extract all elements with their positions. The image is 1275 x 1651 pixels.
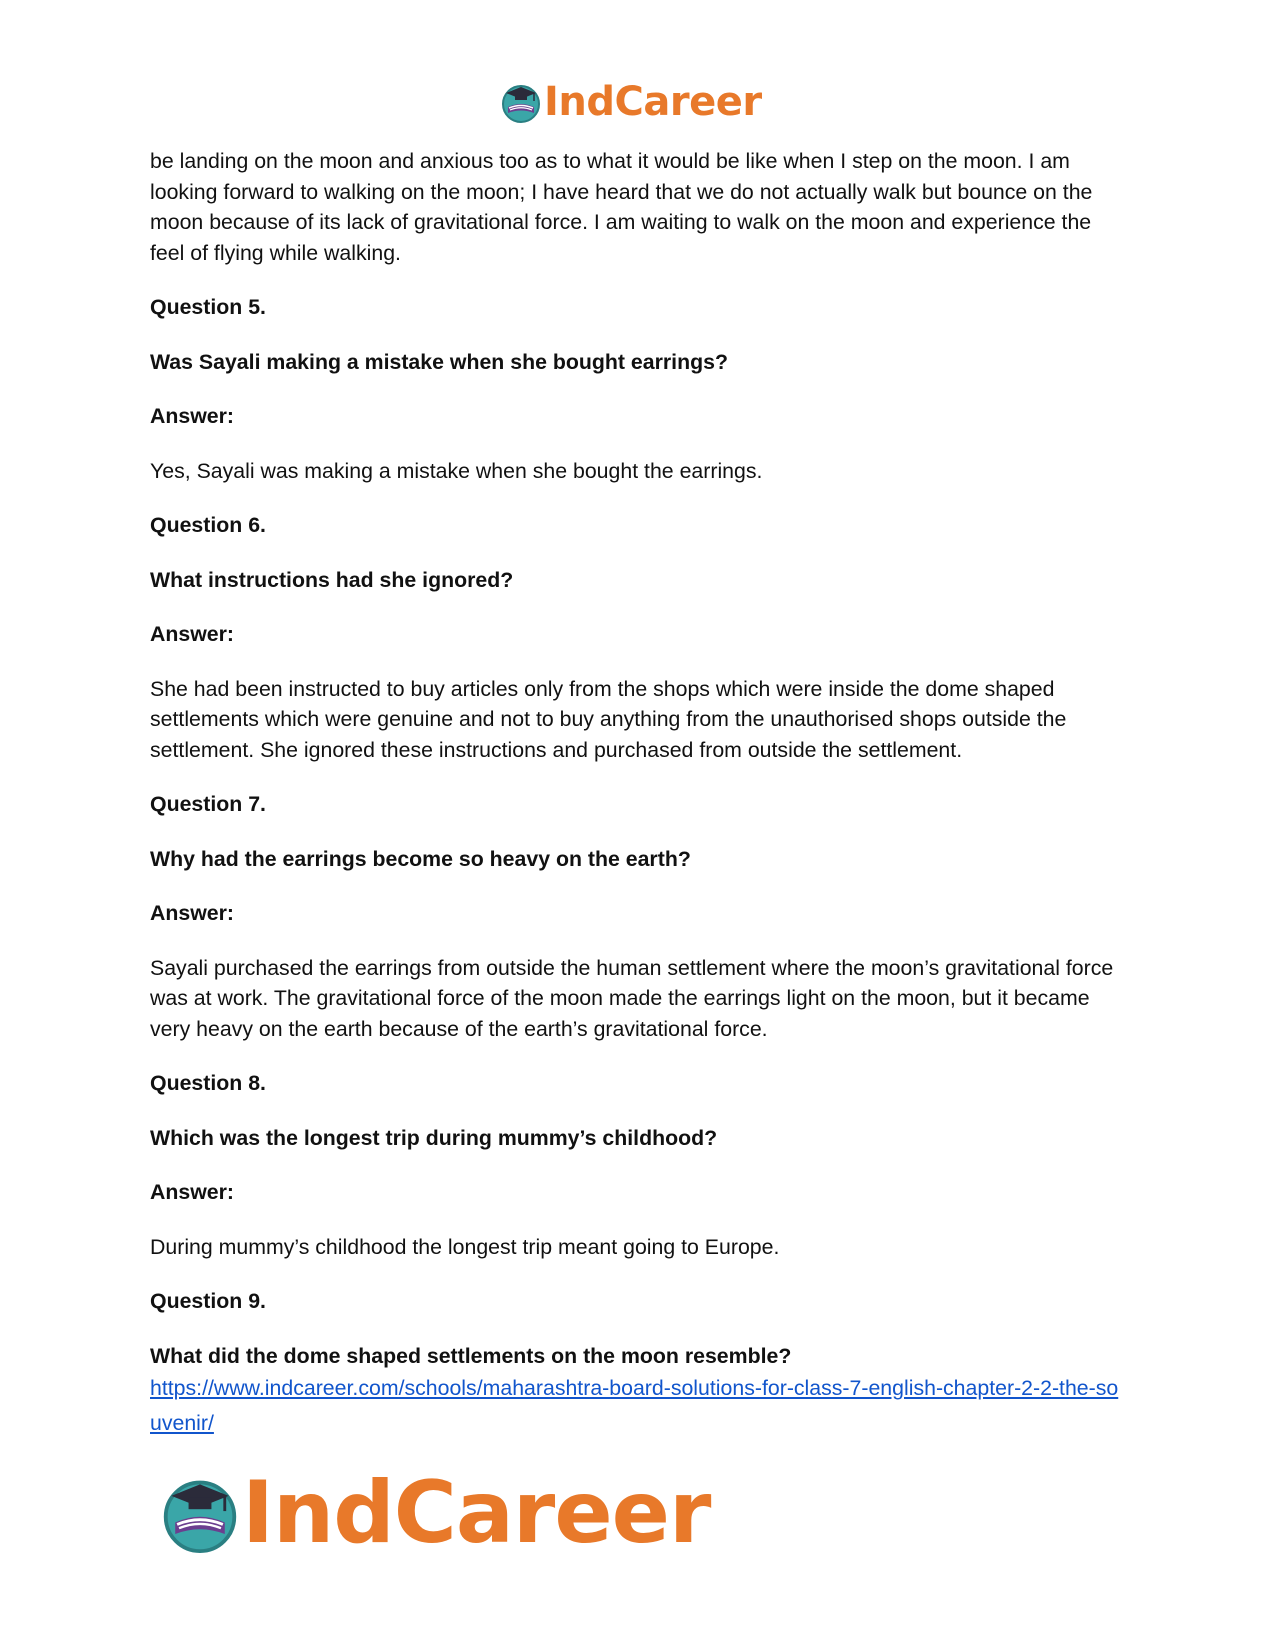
- question-label: Question 8.: [150, 1071, 266, 1095]
- question-label: Question 7.: [150, 792, 266, 816]
- question-label: Question 6.: [150, 513, 266, 537]
- answer-label: Answer:: [150, 1180, 235, 1204]
- answer-label: Answer:: [150, 622, 235, 646]
- answer-text: During mummy’s childhood the longest trip meant going to Europe.: [150, 1234, 780, 1259]
- intro-paragraph: be landing on the moon and anxious too as to what it would be like when I step on the moon. I am looking forward to walking on the moon; I have heard that we do not actually walk but bounce on the moon because of its lack of gravitational force. I am waiting to walk on the moon and experience the feel of flying while walking.: [150, 149, 1093, 265]
- question-text: Which was the longest trip during mummy’s childhood?: [150, 1125, 718, 1150]
- question-text: What did the dome shaped settlements on the moon resemble?: [150, 1343, 792, 1368]
- document-body: [150, 146, 1130, 1441]
- answer-text: Sayali purchased the earrings from outside the human settlement where the moon’s gravitational force was at work. The gravitational force of the moon made the earrings light on the moon, but it became very heavy on the earth because of the earth’s gravitational force.: [150, 955, 1114, 1041]
- question-text: What instructions had she ignored?: [150, 567, 514, 592]
- question-text: Was Sayali making a mistake when she bought earrings?: [150, 349, 728, 374]
- answer-label: Answer:: [150, 404, 235, 428]
- answer-text: Yes, Sayali was making a mistake when she bought the earrings.: [150, 458, 763, 483]
- footer-logo-text: IndCareer: [242, 1463, 711, 1563]
- source-link[interactable]: https://www.indcareer.com/schools/maharashtra-board-solutions-for-class-7-english-chapter-2-2-the-souvenir/: [150, 1376, 1119, 1435]
- graduation-cap-book-globe-icon: [500, 81, 542, 123]
- question-text: Why had the earrings become so heavy on the earth?: [150, 846, 691, 871]
- question-label: Question 5.: [150, 295, 266, 319]
- answer-text: She had been instructed to buy articles only from the shops which were inside the dome shaped settlements which were genuine and not to buy anything from the unauthorised shops outside the settlement. She ignored these instructions and purchased from outside the settlement.: [150, 676, 1067, 762]
- answer-label: Answer:: [150, 901, 235, 925]
- question-label: Question 9.: [150, 1289, 266, 1313]
- header-logo: [500, 78, 762, 126]
- footer-logo: [160, 1463, 710, 1563]
- graduation-cap-book-globe-icon: [160, 1473, 240, 1553]
- header-logo-text: IndCareer: [544, 79, 762, 125]
